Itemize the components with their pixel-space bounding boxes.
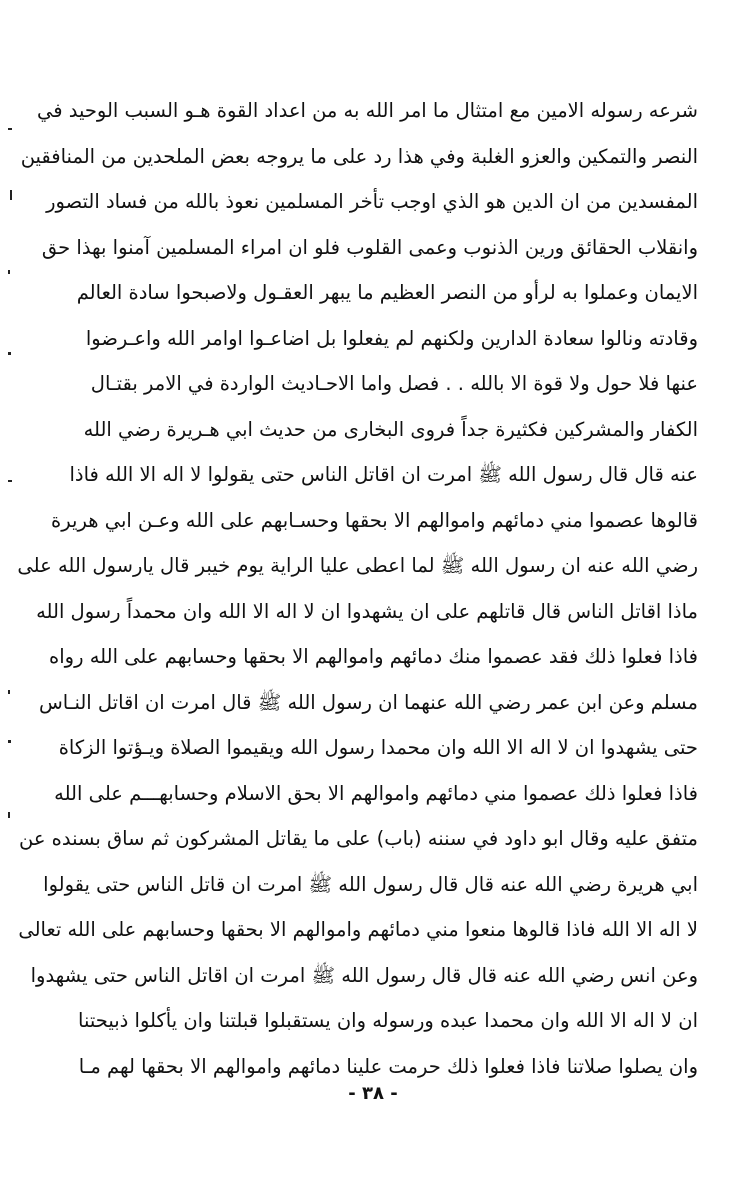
text-line: وعن انس رضي الله عنه قال قال رسول الله ﷺ امرت ان اقاتل الناس حتى يشهدوا bbox=[30, 963, 698, 987]
text-line: وانقلاب الحقائق ورين الذنوب وعمى القلوب فلو ان امراء المسلمين آمنوا بهذا حق bbox=[41, 235, 698, 259]
text-line: المفسدين من ان الدين هو الذي اوجب تأخر المسلمين نعوذ بالله من فساد التصور bbox=[46, 190, 698, 213]
text-line: عنها فلا حول ولا قوة الا بالله . . فصل واما الاحـاديث الواردة في الامر بقتـال bbox=[90, 372, 698, 395]
text-line: الايمان وعملوا به لرأو من النصر العظيم ما يبهر العقـول ولاصبحوا سادة العالم bbox=[76, 281, 698, 304]
body-text bbox=[17, 88, 698, 1089]
text-line: فاذا فعلوا ذلك عصموا مني دمائهم واموالهم الا بحق الاسلام وحسابهـــم على الله bbox=[54, 781, 698, 805]
text-line: حتى يشهدوا ان لا اله الا الله وان محمدا رسول الله ويقيموا الصلاة ويـؤتوا الزكاة bbox=[58, 736, 698, 759]
text-line: عنه قال قال رسول الله ﷺ امرت ان اقاتل الناس حتى يقولوا لا اله الا الله فاذا bbox=[69, 463, 698, 486]
text-line: قالوها عصموا مني دمائهم واموالهم الا بحقها وحسـابهم على الله وعـن ابي هريرة bbox=[51, 508, 698, 532]
margin-mark bbox=[8, 270, 10, 274]
margin-mark bbox=[8, 690, 10, 694]
text-line: شرعه رسوله الامين مع امتثال ما امر الله به من اعداد القوة هـو السبب الوحيد في bbox=[36, 99, 698, 122]
margin-mark bbox=[8, 480, 12, 482]
text-line: الكفار والمشركين فكثيرة جداً فروى البخارى من حديث ابي هـريرة رضي الله bbox=[83, 417, 698, 441]
text-line: وان يصلوا صلاتنا فاذا فعلوا ذلك حرمت علينا دمائهم واموالهم الا بحقها لهم مـا bbox=[78, 1054, 698, 1078]
text-line: فاذا فعلوا ذلك فقد عصموا منك دمائهم واموالهم الا بحقها وحسابهم على الله رواه bbox=[49, 645, 698, 668]
margin-mark bbox=[8, 740, 11, 743]
text-line: النصر والتمكين والعزو الغلبة وفي هذا رد على ما يروجه بعض الملحدين من المنافقين bbox=[20, 144, 698, 168]
text-line: متفق عليه وقال ابو داود في سننه (باب) على ما يقاتل المشركون ثم ساق بسنده عن bbox=[19, 827, 698, 850]
page-number: - ٣٨ - bbox=[348, 1083, 398, 1104]
margin-mark bbox=[8, 128, 12, 130]
text-line: ان لا اله الا الله وان محمدا عبده ورسوله وان يستقبلوا قبلتنا وان يأكلوا ذبيحتنا bbox=[78, 1009, 698, 1032]
text-line: ابي هريرة رضي الله عنه قال قال رسول الله ﷺ امرت ان قاتل الناس حتى يقولوا bbox=[43, 872, 698, 896]
text-line: وقادته ونالوا سعادة الدارين ولكنهم لم يفعلوا بل اضاعـوا اوامر الله واعـرضوا bbox=[85, 326, 698, 350]
margin-mark bbox=[8, 812, 10, 818]
margin-mark bbox=[8, 352, 11, 355]
text-line: مسلم وعن ابن عمر رضي الله عنهما ان رسول الله ﷺ قال امرت ان اقاتل النـاس bbox=[38, 690, 698, 714]
text-line: رضي الله عنه ان رسول الله ﷺ لما اعطى عليا الراية يوم خيبر قال يارسول الله على bbox=[17, 554, 698, 577]
text-line: ماذا اقاتل الناس قال قاتلهم على ان يشهدوا ان لا اله الا الله وان محمداً رسول الله bbox=[36, 599, 698, 623]
text-line: لا اله الا الله فاذا قالوها منعوا مني دمائهم واموالهم الا بحقها وحسابهم على الله تعالى bbox=[18, 918, 698, 941]
margin-mark bbox=[10, 190, 12, 200]
